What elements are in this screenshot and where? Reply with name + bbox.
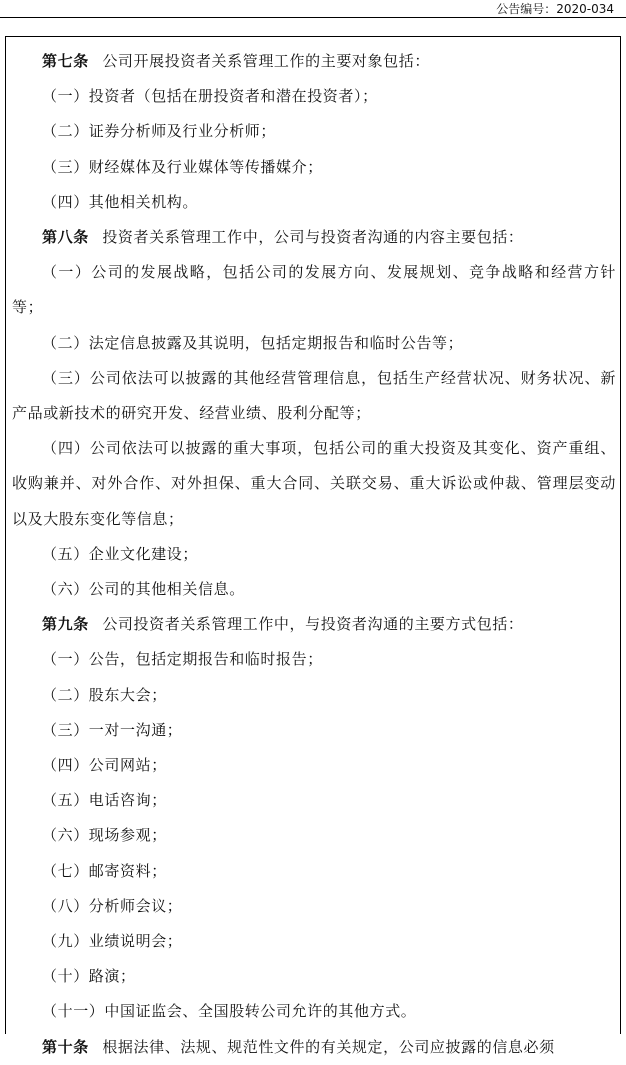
clause-item: （十）路演； xyxy=(42,967,136,986)
article-9-heading xyxy=(12,607,616,642)
article-label: 第七条 xyxy=(42,52,89,70)
article-label: 第八条 xyxy=(42,228,89,247)
clause-item: （九）业绩说明会； xyxy=(42,932,183,951)
header-divider xyxy=(0,17,626,18)
clause-item: （七）邮寄资料； xyxy=(42,861,167,880)
clause-item: （三）财经媒体及行业媒体等传播媒介； xyxy=(42,157,323,176)
clause-item: （四）公司网站； xyxy=(42,756,167,775)
announcement-number: 公告编号：2020-034 xyxy=(496,2,614,16)
clause-item: （一）公司的发展战略，包括公司的发展方向、发展规划、竞争战略和经营方针等； xyxy=(12,263,616,317)
clause-item: （四）公司依法可以披露的重大事项，包括公司的重大投资及其变化、资产重组、收购兼并、对外合作、对外担保、重大合同、关联交易、重大诉讼或仲裁、管理层变动以及大股东变化等信息； xyxy=(12,439,616,528)
article-label: 第十条 xyxy=(42,1037,89,1056)
clause-item: （六）公司的其他相关信息。 xyxy=(42,580,245,599)
article-10-heading xyxy=(12,1030,616,1065)
clause-item: （二）证券分析师及行业分析师； xyxy=(42,122,277,141)
clause-item: （一）投资者（包括在册投资者和潜在投资者）； xyxy=(42,87,378,106)
article-label: 第九条 xyxy=(42,615,89,634)
paragraph-text: 投资者关系管理工作中，公司与投资者沟通的内容主要包括： xyxy=(102,228,524,247)
clause-item: （四）其他相关机构。 xyxy=(42,192,199,211)
clause-item: （二）股东大会； xyxy=(42,685,167,704)
clause-item: （五）电话咨询； xyxy=(42,791,167,810)
clause-item: （六）现场参观； xyxy=(42,826,167,845)
clause-item: （十一）中国证监会、全国股转公司允许的其他方式。 xyxy=(42,1002,417,1021)
article-8-heading xyxy=(12,220,616,255)
clause-item: （一）公告，包括定期报告和临时报告； xyxy=(42,650,323,669)
clause-item: （八）分析师会议； xyxy=(42,896,183,915)
paragraph-text: 根据法律、法规、规范性文件的有关规定，公司应披露的信息必须 xyxy=(102,1037,555,1056)
clause-item: （三）一对一沟通； xyxy=(42,720,183,739)
clause-item: （三）公司依法可以披露的其他经营管理信息，包括生产经营状况、财务状况、新产品或新技术的研究开发、经营业绩、股利分配等； xyxy=(12,368,616,423)
document-body xyxy=(12,44,616,1065)
clause-item: （二）法定信息披露及其说明，包括定期报告和临时公告等； xyxy=(42,333,464,352)
article-7-heading xyxy=(12,44,616,79)
paragraph-text: 公司投资者关系管理工作中，与投资者沟通的主要方式包括： xyxy=(102,615,524,634)
paragraph-text: 公司开展投资者关系管理工作的主要对象包括： xyxy=(102,52,430,70)
clause-item: （五）企业文化建设； xyxy=(42,544,199,563)
